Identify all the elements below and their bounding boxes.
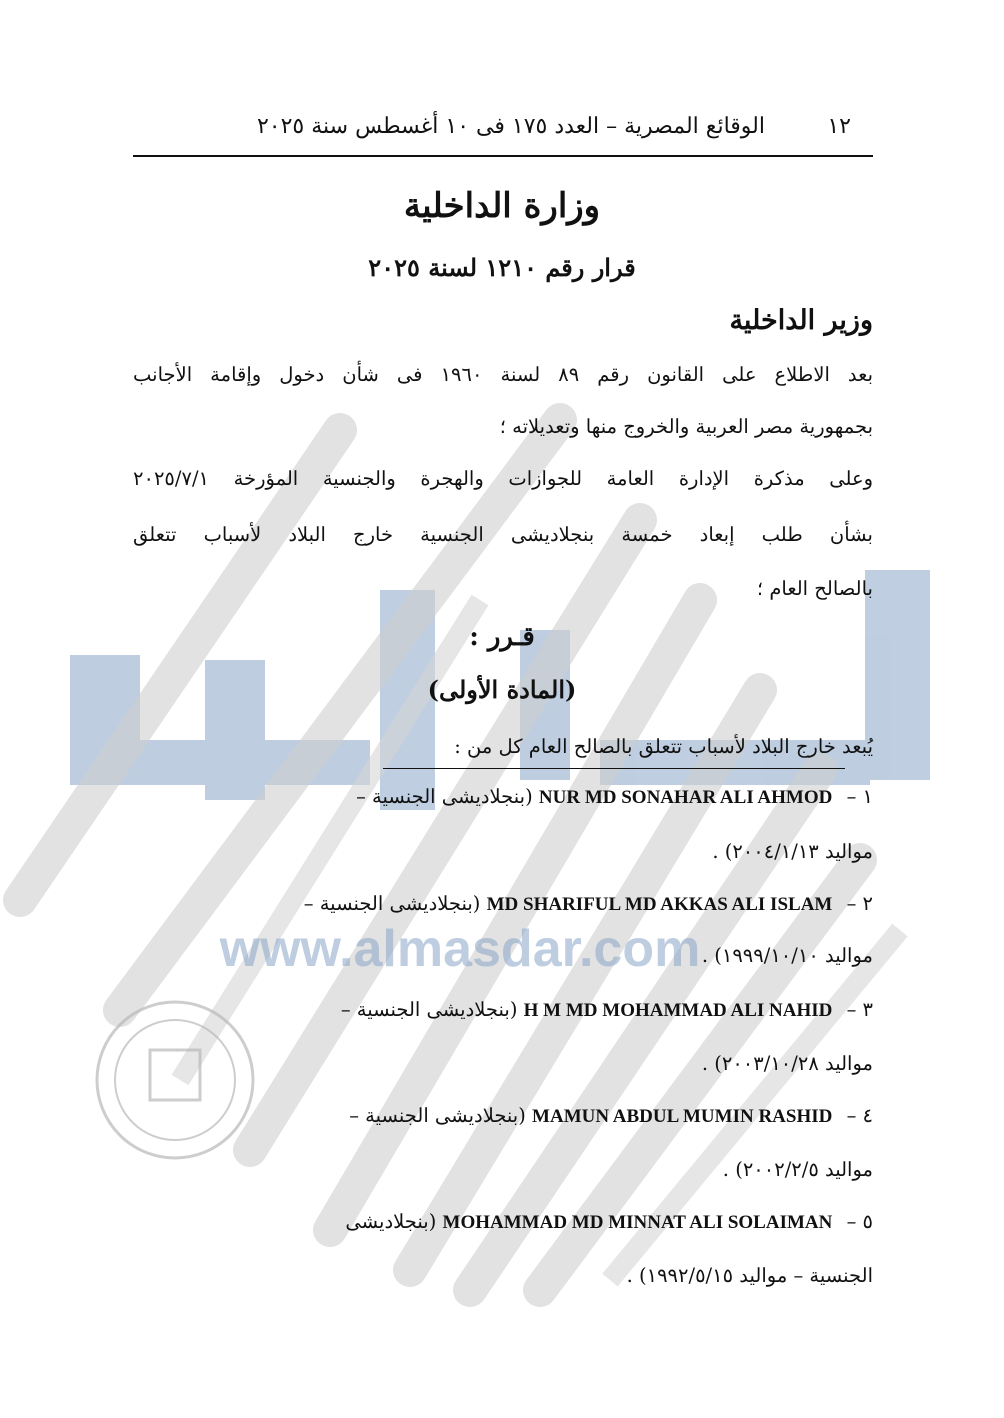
minister-heading: وزير الداخلية [729,305,873,336]
item-text: (بنجلاديشى [345,1210,437,1233]
item-number: ٤ – [846,1104,873,1127]
decided-heading: قـرر : [469,622,535,652]
article-title: (المادة الأولى) [427,675,577,704]
page-number: ١٢ [827,114,851,139]
preamble-line: بعد الاطلاع على القانون رقم ٨٩ لسنة ١٩٦٠ فى شأن دخول وإقامة الأجانب [133,363,873,386]
list-item [133,1210,873,1234]
person-name: MOHAMMAD MD MINNAT ALI SOLAIMAN [442,1212,833,1233]
item-line: مواليد ٢٠٠٢/٢/٥) . [722,1158,873,1181]
article-intro: يُبعد خارج البلاد لأسباب تتعلق بالصالح العام كل من : [454,735,873,758]
item-number: ٢ – [846,892,873,915]
item-line: مواليد ١٩٩٩/١٠/١٠) . [701,944,873,967]
preamble-line: وعلى مذكرة الإدارة العامة للجوازات والهجرة والجنسية المؤرخة ٢٠٢٥/٧/١ [133,467,873,490]
header-rule [133,155,873,157]
list-item [133,892,873,916]
preamble-line: بالصالح العام ؛ [756,577,873,600]
item-line: الجنسية – مواليد ١٩٩٢/٥/١٥) . [626,1264,873,1287]
list-item [133,998,873,1022]
person-name: MD SHARIFUL MD AKKAS ALI ISLAM [486,894,833,915]
person-name: H M MD MOHAMMAD ALI NAHID [523,1000,833,1021]
page-header [133,114,873,148]
item-number: ٣ – [846,998,873,1021]
list-item [133,785,873,809]
ministry-title: وزارة الداخلية [403,186,601,226]
item-text: (بنجلاديشى الجنسية – [340,998,518,1021]
item-text: (بنجلاديشى الجنسية – [349,1104,526,1127]
intro-underline [383,768,845,769]
item-line: مواليد ٢٠٠٤/١/١٣) . [712,840,873,863]
item-text: (بنجلاديشى الجنسية – [303,892,481,915]
person-name: MAMUN ABDUL MUMIN RASHID [532,1106,833,1127]
person-name: NUR MD SONAHAR ALI AHMOD [538,787,833,808]
watermark-url: www.almasdar.com [219,920,701,978]
item-line: مواليد ٢٠٠٣/١٠/٢٨) . [701,1052,873,1075]
preamble-line: بجمهورية مصر العربية والخروج منها وتعديلاته ؛ [499,415,873,438]
list-item [133,1104,873,1128]
item-number: ٥ – [846,1210,873,1233]
item-text: (بنجلاديشى الجنسية – [356,785,533,808]
decree-title: قرار رقم ١٢١٠ لسنة ٢٠٢٥ [368,253,636,282]
item-number: ١ – [846,785,873,808]
publication-title: الوقائع المصرية – العدد ١٧٥ فى ١٠ أغسطس سنة ٢٠٢٥ [256,114,765,139]
preamble-line: بشأن طلب إبعاد خمسة بنجلاديشى الجنسية خارج البلاد لأسباب تتعلق [133,523,873,546]
